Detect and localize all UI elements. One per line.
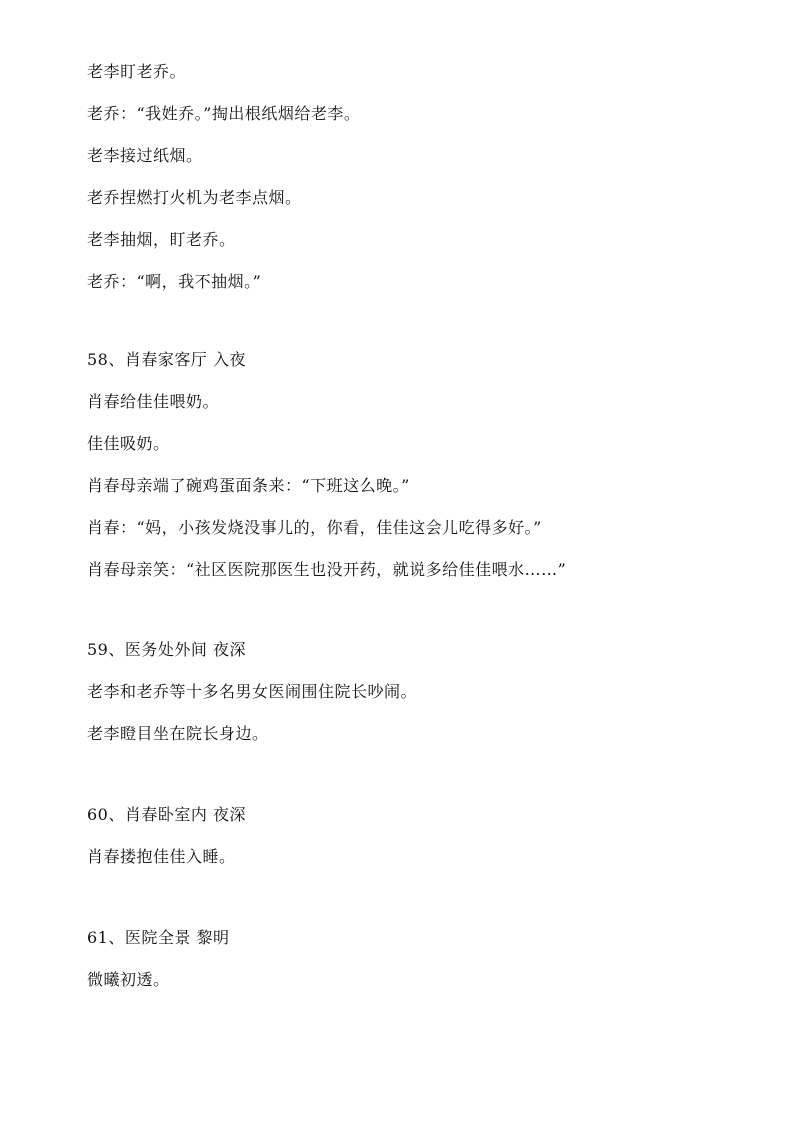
dialogue-line: 肖春搂抱佳佳入睡。 <box>87 847 236 866</box>
dialogue-line: 肖春：“妈，小孩发烧没事儿的，你看，佳佳这会儿吃得多好。” <box>87 518 542 537</box>
dialogue-line: 老李接过纸烟。 <box>87 146 203 165</box>
scene-heading-60: 60、肖春卧室内 夜深 <box>87 805 246 824</box>
dialogue-line: 微曦初透。 <box>87 970 170 989</box>
dialogue-line: 肖春母亲端了碗鸡蛋面条来：“下班这么晚。” <box>87 476 410 495</box>
dialogue-line: 老乔：“啊，我不抽烟。” <box>87 272 262 291</box>
dialogue-line: 肖春给佳佳喂奶。 <box>87 392 220 411</box>
dialogue-line: 老李抽烟，盯老乔。 <box>87 230 236 249</box>
dialogue-line: 肖春母亲笑：“社区医院那医生也没开药，就说多给佳佳喂水……” <box>87 560 567 579</box>
dialogue-line: 老乔捏燃打火机为老李点烟。 <box>87 188 302 207</box>
scene-heading-58: 58、肖春家客厅 入夜 <box>87 350 246 369</box>
scene-heading-61: 61、医院全景 黎明 <box>87 928 230 947</box>
dialogue-line: 老李和老乔等十多名男女医闹围住院长吵闹。 <box>87 682 418 701</box>
dialogue-line: 佳佳吸奶。 <box>87 434 170 453</box>
dialogue-line: 老李瞪目坐在院长身边。 <box>87 724 269 743</box>
dialogue-line: 老李盯老乔。 <box>87 62 187 81</box>
scene-heading-59: 59、医务处外间 夜深 <box>87 640 246 659</box>
dialogue-line: 老乔：“我姓乔。”掏出根纸烟给老李。 <box>87 104 361 123</box>
